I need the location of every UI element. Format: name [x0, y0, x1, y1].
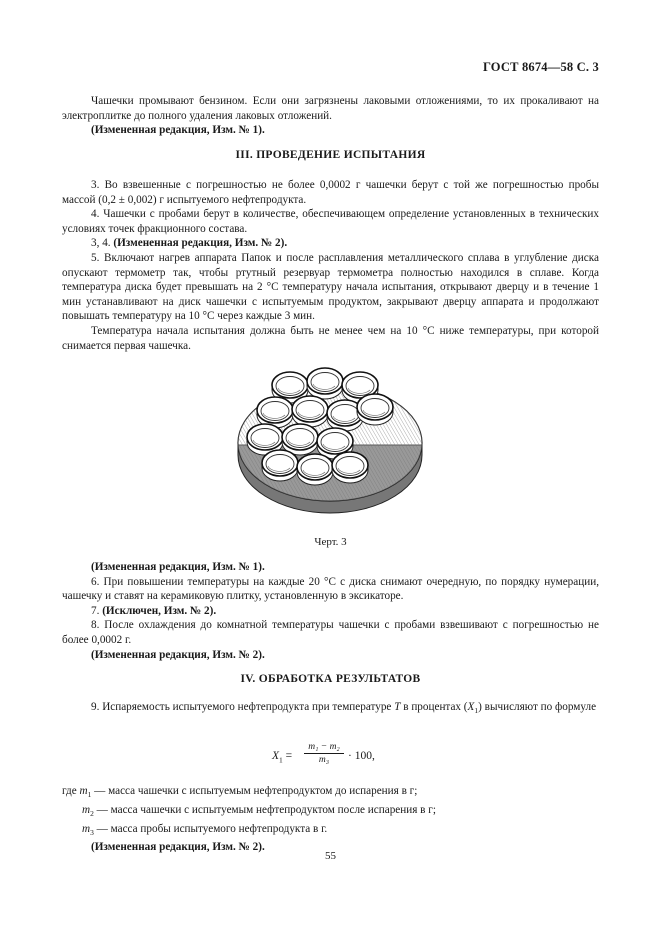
section-heading-4-wrap: [62, 673, 599, 685]
figure-caption: Черт. 3: [314, 536, 347, 548]
amendment-note: (Измененная редакция, Изм. № 1).: [91, 561, 265, 573]
clause-ref: 3, 4.: [91, 237, 114, 250]
amendment-note: (Измененная редакция, Изм. № 2).: [113, 237, 288, 250]
paragraph-cleaning: Чашечки промывают бензином. Если они загрязнены лаковыми отложениями, то их прокаливают на электроплитке до полного удаления лаковых отложений.: [62, 95, 599, 122]
formula-fraction: [304, 742, 344, 765]
amendment-note: (Измененная редакция, Изм. № 1).: [91, 124, 265, 137]
paragraph-6: 6. При повышении температуры на каждые 20 °С с диска снимают очередную, по порядку нумерации, чашечку и ставят на керамиковую плитку, установленную в эксикаторе.: [62, 575, 599, 603]
symbol-T: T: [394, 701, 401, 713]
variable-m2: $m_2$ — масса чашечки с испытуемым нефтепродуктом после испарения в г;: [82, 803, 436, 819]
cup-12: [297, 454, 333, 485]
section-heading-testing: III. ПРОВЕДЕНИЕ ИСПЫТАНИЯ: [235, 149, 426, 161]
variable-m1: где $m_1$ — масса чашечки с испытуемым нефтепродуктом до испарения в г;: [62, 785, 418, 800]
symbol-X: X: [467, 701, 475, 713]
intro-block: [62, 94, 599, 138]
cup-11: [262, 450, 298, 481]
testing-block: [62, 178, 599, 353]
amendment-note: (Измененная редакция, Изм. № 2).: [91, 648, 265, 661]
paragraph-7: [62, 604, 599, 619]
formula-denominator: m₃: [318, 755, 330, 765]
section-heading-results: IV. ОБРАБОТКА РЕЗУЛЬТАТОВ: [240, 673, 421, 685]
variable-m3: $m_3$ — масса пробы испытуемого нефтепродукта в г.: [82, 822, 328, 837]
clause-ref: 7.: [91, 604, 103, 617]
apparatus-disk-illustration: [225, 355, 435, 515]
procedure-block: [62, 560, 599, 662]
cup-2: [307, 368, 343, 399]
paragraph-start-temperature: Температура начала испытания должна быть не менее чем на 10 °С ниже температуры, при которой снимается первая чашечка.: [62, 324, 599, 352]
paragraph-9: 9. Испаряемость испытуемого нефтепродукта при температуре T в процентах $(X_1)$ вычисляют по формуле: [91, 701, 597, 716]
formula-lhs: $X_1$ =: [272, 750, 293, 765]
formula-multiplier: · 100,: [348, 750, 375, 762]
evaporation-formula: [272, 742, 412, 772]
cup-5: [292, 396, 328, 427]
page-number: 55: [325, 850, 336, 862]
document-header: ГОСТ 8674—58 С. 3: [482, 60, 599, 74]
paragraph-5: 5. Включают нагрев аппарата Папок и после расплавления металлического сплава в углубление диска опускают термометр так, чтобы ртутный резервуар термометра полностью находился в сплаве. Когда температура диска будет превышать на 2 °С температуру начала испытания, открывают дверцу и в течение 1 мин устанавливают на диск чашечки с испытуемым продуктом, закрывают дверцу аппарата и продолжают повышать температуру на 10 °С через каждые 3 мин.: [62, 251, 599, 323]
paragraph-3: 3. Во взвешенные с погрешностью не более 0,0002 г чашечки берут с той же погрешностью пробы массой (0,2 ± 0,002) г испытуемого нефтепродукта.: [62, 179, 599, 206]
amendment-note: (Измененная редакция, Изм. № 2).: [91, 841, 265, 854]
cup-13: [332, 452, 368, 483]
paragraph-3-4-amend: [62, 236, 599, 251]
excluded-note: (Исключен, Изм. № 2).: [102, 604, 217, 617]
paragraph-8: 8. После охлаждения до комнатной температуры чашечки с пробами взвешивают с погрешностью не более 0,0002 г.: [62, 619, 599, 646]
section-heading-3-wrap: [62, 149, 599, 161]
results-block: [62, 700, 599, 719]
formula-numerator: m₁ − m₂: [304, 742, 344, 754]
cup-7: [357, 394, 393, 425]
paragraph-4: 4. Чашечки с пробами берут в количестве, обеспечивающем определение установленных в технических условиях точек фракционного состава.: [62, 208, 599, 235]
variables-block: [62, 784, 599, 855]
